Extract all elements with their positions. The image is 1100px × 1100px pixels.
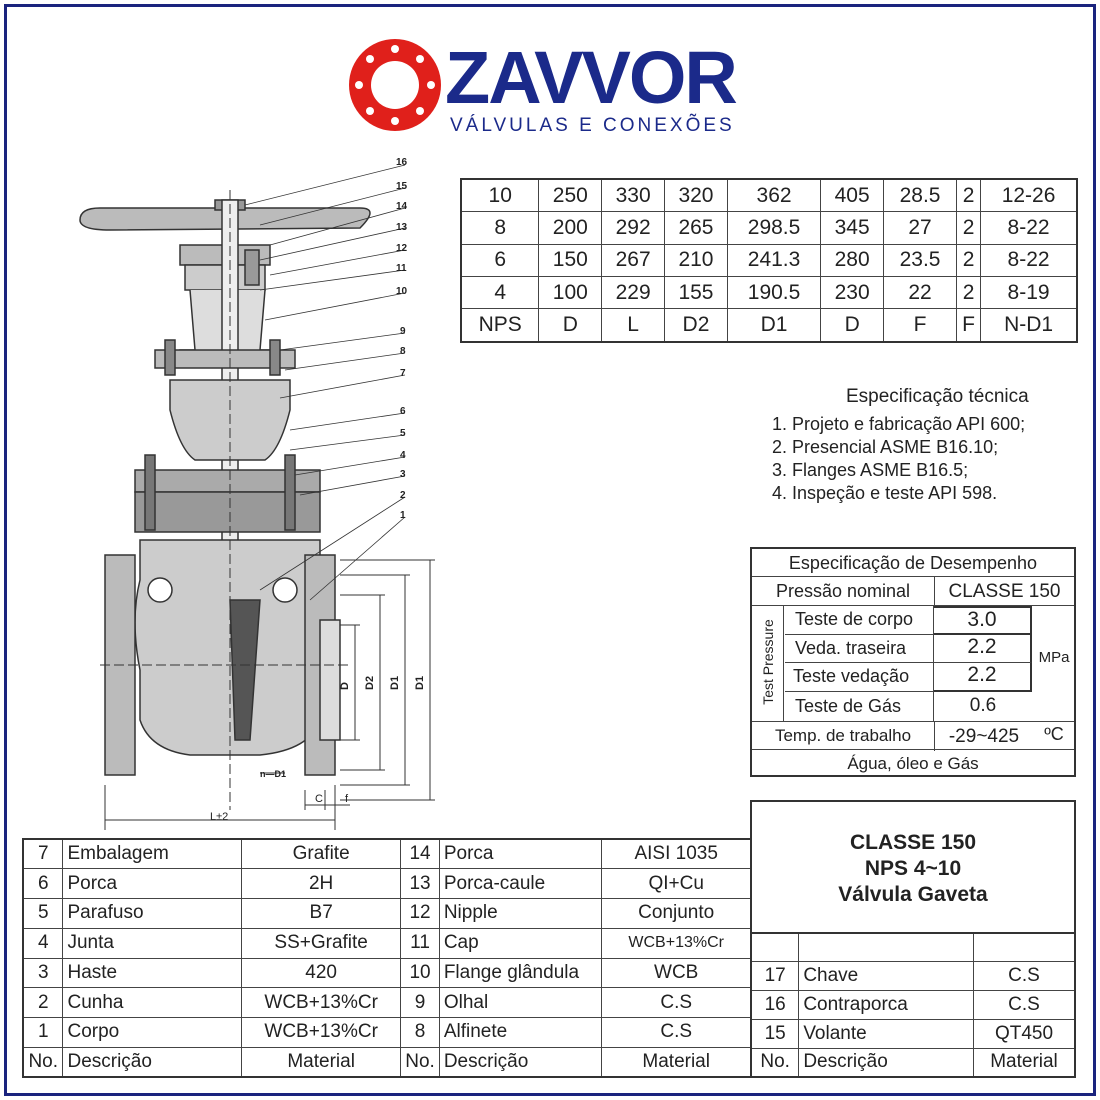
callout-13: 13 <box>396 222 408 233</box>
test-value: 2.2 <box>934 663 1032 692</box>
bom-material: C.S <box>602 988 751 1018</box>
table-cell: 6 <box>461 244 539 276</box>
bom-material: C.S <box>974 962 1076 991</box>
bom-desc: Contraporca <box>799 991 974 1020</box>
column-header: No. <box>23 1047 63 1077</box>
table-row <box>23 928 751 958</box>
tech-spec-item: 4. Inspeção e teste API 598. <box>772 483 998 503</box>
test-label: Teste de corpo <box>785 606 933 635</box>
callout-16: 16 <box>396 157 408 168</box>
callout-2: 2 <box>400 490 406 501</box>
test-label: Veda. traseira <box>785 635 933 663</box>
callout-7: 7 <box>400 368 406 379</box>
tech-spec-item: 1. Projeto e fabricação API 600; <box>772 414 1026 434</box>
table-cell: 292 <box>602 212 665 244</box>
bom-no: 11 <box>401 928 440 958</box>
bom-material: Grafite <box>242 839 401 869</box>
callout-8: 8 <box>400 346 406 357</box>
column-header: D <box>539 309 602 342</box>
bom-material: 420 <box>242 958 401 988</box>
test-pressure-label: Test Pressure <box>760 619 776 705</box>
table-cell: 150 <box>539 244 602 276</box>
dim-label-d1b: D1 <box>414 675 426 690</box>
column-header: F <box>957 309 981 342</box>
temp-unit: ºC <box>1044 724 1064 744</box>
bom-desc: Porca <box>63 869 242 899</box>
table-cell: 4 <box>461 277 539 309</box>
table-cell: 2 <box>957 244 981 276</box>
bom-material: B7 <box>242 899 401 929</box>
table-row <box>751 1019 1075 1048</box>
table-cell: 2 <box>957 212 981 244</box>
table-row <box>23 988 751 1018</box>
test-value: 3.0 <box>934 606 1032 635</box>
bom-desc: Olhal <box>439 988 602 1018</box>
title-block <box>750 800 1076 932</box>
callout-11: 11 <box>396 263 407 274</box>
table-cell: 8-19 <box>981 277 1077 309</box>
callout-10: 10 <box>396 286 408 297</box>
table-row <box>23 958 751 988</box>
bom-no: 5 <box>23 899 63 929</box>
bom-material: WCB+13%Cr <box>242 988 401 1018</box>
table-cell: 330 <box>602 179 665 212</box>
table-cell: 345 <box>821 212 884 244</box>
dim-label-d2: D2 <box>364 675 376 690</box>
table-header-row <box>23 1047 751 1077</box>
bom-desc: Cap <box>439 928 602 958</box>
column-header: No. <box>751 1048 799 1077</box>
bom-no: 14 <box>401 839 440 869</box>
bom-desc: Volante <box>799 1019 974 1048</box>
performance-spec <box>750 547 1076 777</box>
callout-3: 3 <box>400 469 406 480</box>
bom-no: 9 <box>401 988 440 1018</box>
test-value: 2.2 <box>934 635 1032 663</box>
bom-desc: Flange glândula <box>439 958 602 988</box>
title-nps: NPS 4~10 <box>864 857 962 880</box>
brand-logo <box>345 35 765 145</box>
bom-no: 13 <box>401 869 440 899</box>
test-values <box>934 606 1032 721</box>
test-pressure-side <box>752 606 784 721</box>
column-header: No. <box>401 1047 440 1077</box>
tech-spec <box>760 385 1029 505</box>
nominal-row <box>752 577 1074 606</box>
bom-material: 2H <box>242 869 401 899</box>
bom-material: C.S <box>974 991 1076 1020</box>
bom-no: 15 <box>751 1019 799 1048</box>
callout-12: 12 <box>396 243 408 254</box>
bom-desc: Parafuso <box>63 899 242 929</box>
table-row <box>751 991 1075 1020</box>
media-label: Água, óleo e Gás <box>847 754 979 773</box>
table-cell: 265 <box>665 212 728 244</box>
table-cell: 280 <box>821 244 884 276</box>
temp-label: Temp. de trabalho <box>774 726 912 745</box>
bom-no: 4 <box>23 928 63 958</box>
column-header: Material <box>974 1048 1076 1077</box>
table-row <box>461 212 1077 244</box>
dim-label-d1a: D1 <box>389 675 401 690</box>
gate-valve-drawing <box>60 150 520 830</box>
table-cell: 241.3 <box>727 244 820 276</box>
bom-no: 3 <box>23 958 63 988</box>
column-header: D2 <box>665 309 728 342</box>
bom-no: 10 <box>401 958 440 988</box>
column-header: F <box>884 309 957 342</box>
temp-value: -29~425 <box>948 726 1020 747</box>
brand-name: ZAVVOR <box>445 36 736 119</box>
bom-no: 17 <box>751 962 799 991</box>
bom-material: AISI 1035 <box>602 839 751 869</box>
table-cell: 100 <box>539 277 602 309</box>
table-cell: 8-22 <box>981 212 1077 244</box>
callout-5: 5 <box>400 428 406 439</box>
column-header: D1 <box>727 309 820 342</box>
bom-no: 12 <box>401 899 440 929</box>
table-cell: 230 <box>821 277 884 309</box>
table-cell: 267 <box>602 244 665 276</box>
nominal-label: Pressão nominal <box>775 581 911 601</box>
bom-material: WCB+13%Cr <box>242 1018 401 1048</box>
dim-label-c: C <box>315 793 323 805</box>
nominal-value: CLASSE 150 <box>948 581 1061 602</box>
tech-spec-item: 3. Flanges ASME B16.5; <box>772 460 969 480</box>
temp-row <box>752 721 1074 750</box>
bom-desc: Haste <box>63 958 242 988</box>
bom-no: 6 <box>23 869 63 899</box>
table-cell: 362 <box>727 179 820 212</box>
test-label: Teste de Gás <box>795 696 902 716</box>
tech-spec-title: Especificação técnica <box>846 386 1029 407</box>
bom-desc: Alfinete <box>439 1018 602 1048</box>
table-row <box>461 244 1077 276</box>
column-header: L <box>602 309 665 342</box>
flange-logo-icon <box>345 35 445 135</box>
table-cell: 155 <box>665 277 728 309</box>
bom-no: 7 <box>23 839 63 869</box>
bom-no: 8 <box>401 1018 440 1048</box>
table-cell: 22 <box>884 277 957 309</box>
column-header: NPS <box>461 309 539 342</box>
bom-material: Conjunto <box>602 899 751 929</box>
bom-desc: Chave <box>799 962 974 991</box>
title-product: Válvula Gaveta <box>838 883 988 906</box>
dimensions-table <box>460 178 1078 343</box>
table-cell: 23.5 <box>884 244 957 276</box>
bom-desc: Porca-caule <box>439 869 602 899</box>
table-cell: 12-26 <box>981 179 1077 212</box>
table-row <box>751 933 1075 962</box>
bom-desc: Corpo <box>63 1018 242 1048</box>
callout-6: 6 <box>400 406 406 417</box>
dim-label-nd1: n—D1 <box>260 769 287 779</box>
bom-desc: Junta <box>63 928 242 958</box>
performance-title: Especificação de Desempenho <box>752 549 1074 577</box>
bom-material: WCB <box>602 958 751 988</box>
bom-material: QT450 <box>974 1019 1076 1048</box>
bom-material: C.S <box>602 1018 751 1048</box>
table-cell: 229 <box>602 277 665 309</box>
column-header: Descrição <box>63 1047 242 1077</box>
table-cell: 10 <box>461 179 539 212</box>
column-header: Descrição <box>799 1048 974 1077</box>
table-row <box>23 899 751 929</box>
table-row <box>23 839 751 869</box>
column-header: N-D1 <box>981 309 1077 342</box>
bom-desc: Porca <box>439 839 602 869</box>
bom-no: 1 <box>23 1018 63 1048</box>
table-cell: 405 <box>821 179 884 212</box>
brand-tagline: VÁLVULAS E CONEXÕES <box>450 115 735 136</box>
table-cell: 28.5 <box>884 179 957 212</box>
table-cell: 8 <box>461 212 539 244</box>
dim-label-f: f <box>345 793 349 805</box>
column-header: D <box>821 309 884 342</box>
table-cell: 8-22 <box>981 244 1077 276</box>
callout-9: 9 <box>400 326 406 337</box>
column-header: Descrição <box>439 1047 602 1077</box>
table-cell: 190.5 <box>727 277 820 309</box>
table-row <box>23 869 751 899</box>
title-class: CLASSE 150 <box>849 831 977 854</box>
bom-no: 16 <box>751 991 799 1020</box>
pressure-unit: MPa <box>1038 649 1070 666</box>
table-cell: 210 <box>665 244 728 276</box>
table-cell: 320 <box>665 179 728 212</box>
callout-14: 14 <box>396 201 408 212</box>
table-row <box>751 962 1075 991</box>
dim-label-l: L±2 <box>210 811 229 823</box>
callout-15: 15 <box>396 181 408 192</box>
dim-label-d: D <box>339 682 351 690</box>
callout-1: 1 <box>400 510 406 521</box>
tech-spec-item: 2. Presencial ASME B16.10; <box>772 437 999 457</box>
table-cell: 2 <box>957 277 981 309</box>
callout-4: 4 <box>400 450 406 461</box>
bill-of-materials-extra <box>750 932 1076 1078</box>
bom-material: QI+Cu <box>602 869 751 899</box>
bom-no: 2 <box>23 988 63 1018</box>
bom-desc: Nipple <box>439 899 602 929</box>
table-row <box>461 179 1077 212</box>
table-cell: 250 <box>539 179 602 212</box>
bill-of-materials <box>22 838 752 1078</box>
table-cell: 298.5 <box>727 212 820 244</box>
table-header-row <box>751 1048 1075 1077</box>
bom-material: WCB+13%Cr <box>602 928 751 958</box>
column-header: Material <box>242 1047 401 1077</box>
table-cell: 2 <box>957 179 981 212</box>
test-label: Teste vedação <box>785 663 933 692</box>
bom-material: SS+Grafite <box>242 928 401 958</box>
table-row <box>461 277 1077 309</box>
bom-desc: Cunha <box>63 988 242 1018</box>
table-cell: 200 <box>539 212 602 244</box>
test-labels <box>785 606 933 721</box>
column-header: Material <box>602 1047 751 1077</box>
table-row <box>23 1018 751 1048</box>
table-header-row <box>461 309 1077 342</box>
bom-desc: Embalagem <box>63 839 242 869</box>
test-value: 0.6 <box>969 695 997 716</box>
table-cell: 27 <box>884 212 957 244</box>
